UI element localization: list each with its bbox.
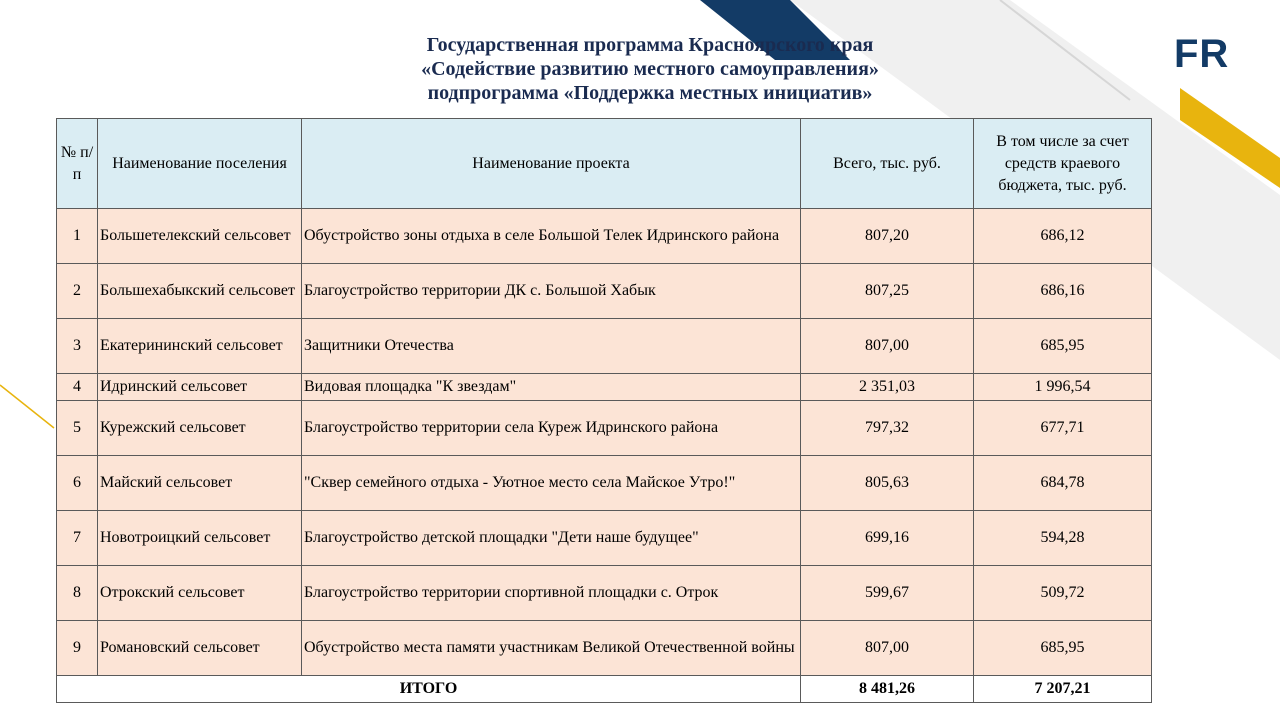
header-project: Наименование проекта	[302, 119, 801, 209]
header-total: Всего, тыс. руб.	[801, 119, 974, 209]
cell-project: Благоустройство территории села Куреж Идринского района	[302, 401, 801, 456]
title-line-3: подпрограмма «Поддержка местных инициатив»	[427, 82, 873, 104]
cell-settlement: Идринский сельсовет	[98, 374, 302, 401]
cell-total: 807,00	[801, 319, 974, 374]
table-row	[57, 456, 1152, 511]
cell-num: 7	[57, 511, 98, 566]
cell-project: Благоустройство территории ДК с. Большой Хабык	[302, 264, 801, 319]
cell-num: 1	[57, 209, 98, 264]
cell-num: 4	[57, 374, 98, 401]
cell-num: 6	[57, 456, 98, 511]
cell-settlement: Новотроицкий сельсовет	[98, 511, 302, 566]
cell-project: Благоустройство детской площадки "Дети наше будущее"	[302, 511, 801, 566]
cell-total: 699,16	[801, 511, 974, 566]
table-row	[57, 511, 1152, 566]
cell-settlement: Отрокский сельсовет	[98, 566, 302, 621]
total-label: ИТОГО	[57, 676, 801, 703]
table-row	[57, 401, 1152, 456]
cell-project: Обустройство места памяти участникам Великой Отечественной войны	[302, 621, 801, 676]
cell-num: 5	[57, 401, 98, 456]
cell-num: 2	[57, 264, 98, 319]
cell-regional: 686,16	[974, 264, 1152, 319]
logo: FR	[1174, 32, 1230, 76]
cell-project: Обустройство зоны отдыха в селе Большой Телек Идринского района	[302, 209, 801, 264]
header-regional: В том числе за счет средств краевого бюджета, тыс. руб.	[974, 119, 1152, 209]
cell-total: 805,63	[801, 456, 974, 511]
table-row	[57, 621, 1152, 676]
cell-total: 797,32	[801, 401, 974, 456]
table-row	[57, 566, 1152, 621]
cell-project: "Сквер семейного отдыха - Уютное место села Майское Утро!"	[302, 456, 801, 511]
cell-project: Видовая площадка "К звездам"	[302, 374, 801, 401]
page-title	[300, 33, 1000, 105]
cell-num: 9	[57, 621, 98, 676]
cell-regional: 594,28	[974, 511, 1152, 566]
title-line-1: Государственная программа Красноярского края	[426, 34, 874, 56]
cell-settlement: Майский сельсовет	[98, 456, 302, 511]
cell-regional: 509,72	[974, 566, 1152, 621]
cell-settlement: Романовский сельсовет	[98, 621, 302, 676]
table-row	[57, 374, 1152, 401]
table-row	[57, 264, 1152, 319]
table-row	[57, 209, 1152, 264]
cell-regional: 684,78	[974, 456, 1152, 511]
cell-total: 2 351,03	[801, 374, 974, 401]
cell-regional: 1 996,54	[974, 374, 1152, 401]
total-row	[57, 676, 1152, 703]
cell-regional: 685,95	[974, 319, 1152, 374]
cell-settlement: Екатерининский сельсовет	[98, 319, 302, 374]
total-regional: 7 207,21	[974, 676, 1152, 703]
header-num: № п/п	[57, 119, 98, 209]
cell-settlement: Курежский сельсовет	[98, 401, 302, 456]
title-line-2: «Содействие развитию местного самоуправления»	[421, 58, 879, 80]
cell-num: 8	[57, 566, 98, 621]
projects-table	[56, 118, 1152, 703]
cell-total: 599,67	[801, 566, 974, 621]
cell-total: 807,20	[801, 209, 974, 264]
cell-num: 3	[57, 319, 98, 374]
gold-thin-line	[0, 385, 54, 428]
cell-regional: 677,71	[974, 401, 1152, 456]
cell-settlement: Большетелекский сельсовет	[98, 209, 302, 264]
cell-project: Защитники Отечества	[302, 319, 801, 374]
cell-regional: 686,12	[974, 209, 1152, 264]
table-row	[57, 319, 1152, 374]
cell-project: Благоустройство территории спортивной площадки с. Отрок	[302, 566, 801, 621]
header-settlement: Наименование поселения	[98, 119, 302, 209]
cell-total: 807,00	[801, 621, 974, 676]
table-header-row	[57, 119, 1152, 209]
total-sum: 8 481,26	[801, 676, 974, 703]
cell-regional: 685,95	[974, 621, 1152, 676]
cell-total: 807,25	[801, 264, 974, 319]
cell-settlement: Большехабыкский сельсовет	[98, 264, 302, 319]
